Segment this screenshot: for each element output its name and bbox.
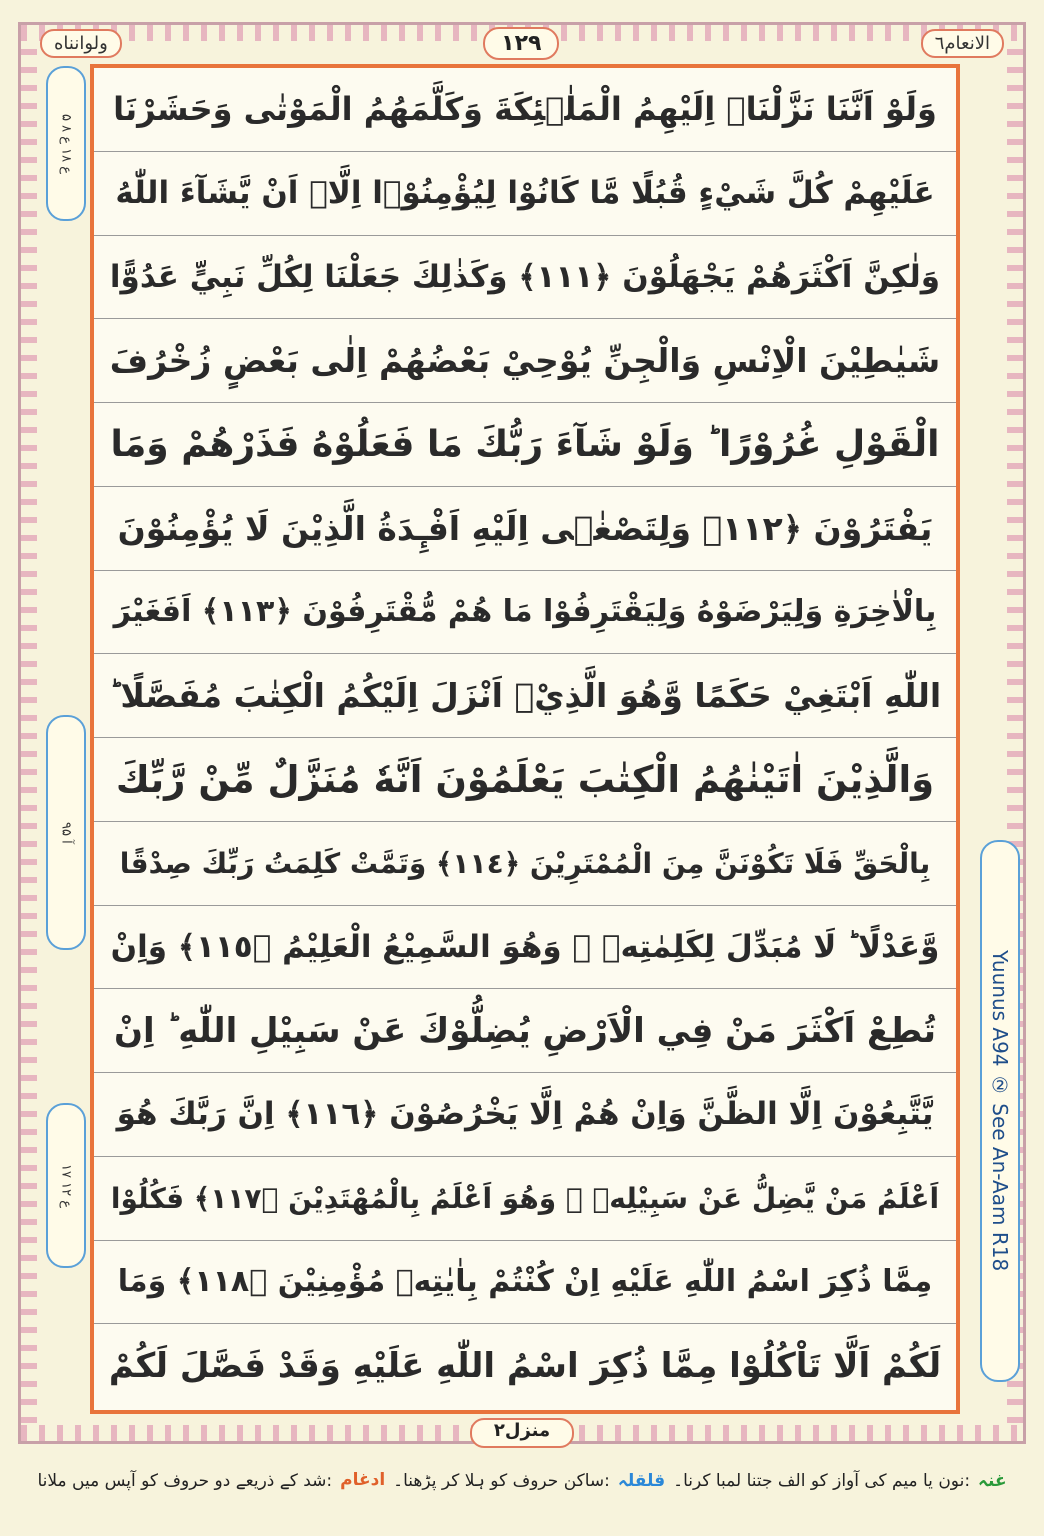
quran-text-frame [90,64,960,1414]
legend-idgham-term: ادغام [340,1470,386,1490]
text-line: وَلَوْ اَنَّنَا نَزَّلْنَاۤ اِلَيْهِمُ الْمَلٰۤئِكَةَ وَكَلَّمَهُمُ الْمَوْتٰى وَحَشَرْنَا [94,68,956,152]
page-number: ١٢٩ [483,27,559,60]
text-line: اللّٰهِ اَبْتَغِيْ حَكَمًا وَّهُوَ الَّذِيْۤ اَنْزَلَ اِلَيْكُمُ الْكِتٰبَ مُفَصَّلًا ؕ [94,654,956,738]
page-header [40,26,1004,60]
text-line: وَلٰكِنَّ اَكْثَرَهُمْ يَجْهَلُوْنَ ﴿١١١﴾ وَكَذٰلِكَ جَعَلْنَا لِكُلِّ نَبِيٍّ عَدُوًّا [94,236,956,320]
header-left-group [40,29,122,58]
text-line: وَّعَدْلًا ؕ لَا مُبَدِّلَ لِكَلِمٰتِهٖ ۚ وَهُوَ السَّمِيْعُ الْعَلِيْمُ ﴿١١٥﴾ وَاِنْ [94,906,956,990]
text-line: وَالَّذِيْنَ اٰتَيْنٰهُمُ الْكِتٰبَ يَعْلَمُوْنَ اَنَّهٗ مُنَزَّلٌ مِّنْ رَّبِّكَ [94,738,956,822]
legend-qalqala-term: قلقلہ [617,1470,666,1491]
text-line: يَّتَّبِعُوْنَ اِلَّا الظَّنَّ وَاِنْ هُمْ اِلَّا يَخْرُصُوْنَ ﴿١١٦﴾ اِنَّ رَبَّكَ هُوَ [94,1073,956,1157]
text-line: الْقَوْلِ غُرُوْرًا ؕ وَلَوْ شَآءَ رَبُّكَ مَا فَعَلُوْهُ فَذَرْهُمْ وَمَا [94,403,956,487]
margin-note-cross-reference: Yuunus A94 ② See An-Aam R18 [980,840,1020,1382]
margin-note-ruku-3: ۱۷ ع ۱۲ [46,1103,86,1268]
text-line: مِمَّا ذُكِرَ اسْمُ اللّٰهِ عَلَيْهِ اِنْ كُنْتُمْ بِاٰيٰتِهٖ مُؤْمِنِيْنَ ﴿١١٨﴾ وَمَا [94,1241,956,1325]
tajweed-legend [20,1460,1024,1500]
text-line: بِالْحَقِّ فَلَا تَكُوْنَنَّ مِنَ الْمُمْتَرِيْنَ ﴿١١٤﴾ وَتَمَّتْ كَلِمَتُ رَبِّكَ صِدْقًا [94,822,956,906]
text-line: اَعْلَمُ مَنْ يَّضِلُّ عَنْ سَبِيْلِهٖ ۚ وَهُوَ اَعْلَمُ بِالْمُهْتَدِيْنَ ﴿١١٧﴾ فَكُلُوْا [94,1157,956,1241]
margin-note-ruku-1: ۵ ع ۱۸ ع ۸ [46,66,86,221]
text-line: تُطِعْ اَكْثَرَ مَنْ فِي الْاَرْضِ يُضِلُّوْكَ عَنْ سَبِيْلِ اللّٰهِ ؕ اِنْ [94,989,956,1073]
text-line: لَكُمْ اَلَّا تَاْكُلُوْا مِمَّا ذُكِرَ اسْمُ اللّٰهِ عَلَيْهِ وَقَدْ فَصَّلَ لَكُمْ [108,1346,942,1387]
margin-note-ruku-2: آ ۹۵ [46,715,86,950]
legend-ghunna-term: غنہ [978,1470,1007,1491]
text-line: عَلَيْهِمْ كُلَّ شَيْءٍ قُبُلًا مَّا كَانُوْا لِيُؤْمِنُوْۤا اِلَّاۤ اَنْ يَّشَآءَ اللّٰهُ [94,152,956,236]
legend-qalqala-desc: :ساکن حروف کو ہلا کر پڑھنا۔ [393,1470,610,1491]
text-line: شَيٰطِيْنَ الْاِنْسِ وَالْجِنِّ يُوْحِيْ بَعْضُهُمْ اِلٰى بَعْضٍ زُخْرُفَ [94,319,956,403]
juz-label: ولوانناه [40,29,122,58]
text-line: يَفْتَرُوْنَ ﴿١١٢﴾ وَلِتَصْغٰۤى اِلَيْهِ اَفْـِٕدَةُ الَّذِيْنَ لَا يُؤْمِنُوْنَ [94,487,956,571]
surah-label: الانعام٦ [921,29,1004,58]
text-line: بِالْاٰخِرَةِ وَلِيَرْضَوْهُ وَلِيَقْتَرِفُوْا مَا هُمْ مُّقْتَرِفُوْنَ ﴿١١٣﴾ اَفَغَيْرَ [94,571,956,655]
legend-ghunna-desc: :نون یا میم کی آواز کو الف جتنا لمبا کرنا۔ [673,1470,971,1491]
manzil-label: منزل٢ [470,1418,574,1448]
legend-idgham-desc: :شد کے ذریعے دو حروف کو آپس میں ملانا [37,1470,333,1491]
